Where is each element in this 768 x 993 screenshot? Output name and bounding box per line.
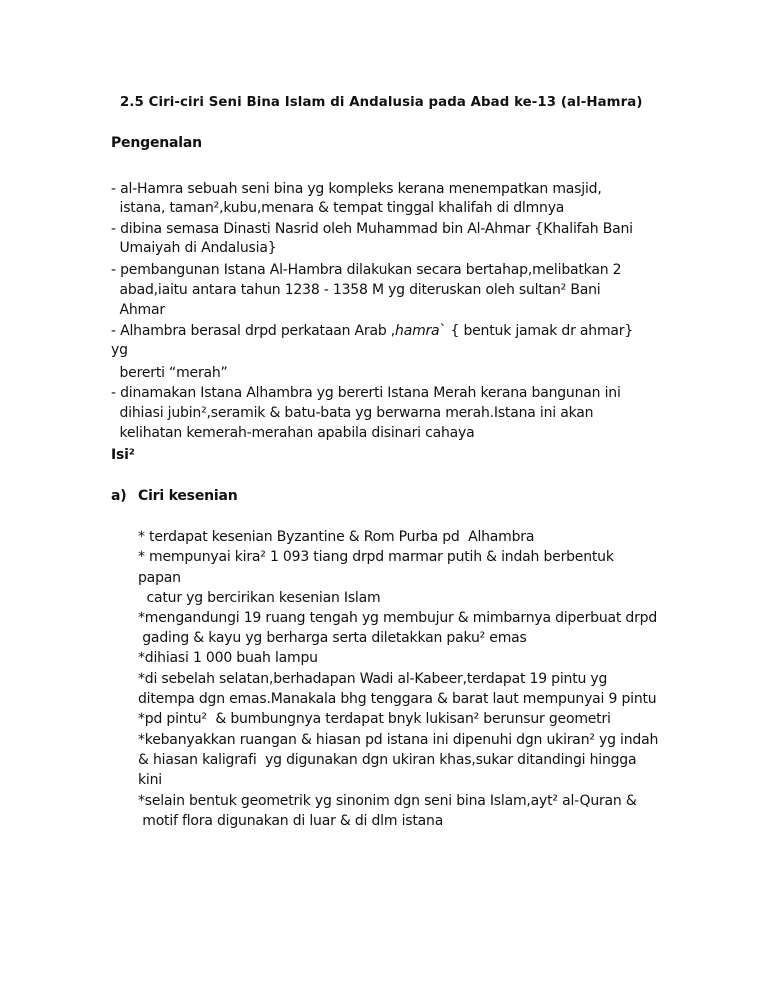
intro-line [111,322,633,340]
intro-text: - Alhambra berasal drpd perkataan Arab , [111,323,396,339]
intro-line: abad,iaitu antara tahun 1238 - 1358 M yg diteruskan oleh sultan² Bani [111,282,601,298]
intro-line: - pembangunan Istana Al-Hambra dilakukan secara bertahap,melibatkan 2 [111,262,622,278]
section-a-line: * mempunyai kira² 1 093 tiang drpd marmar putih & indah berbentuk [138,549,614,565]
intro-line: Ahmar [111,302,165,318]
intro-line: yg [111,342,128,358]
content-heading: Isi² [111,447,135,463]
section-a-line: *pd pintu² & bumbungnya terdapat bnyk lukisan² berunsur geometri [138,711,611,727]
intro-line: bererti “merah” [111,365,228,381]
section-a-line: *di sebelah selatan,berhadapan Wadi al-Kabeer,terdapat 19 pintu yg [138,671,608,687]
section-a-line: * terdapat kesenian Byzantine & Rom Purba pd Alhambra [138,529,535,545]
intro-line: - dinamakan Istana Alhambra yg bererti Istana Merah kerana bangunan ini [111,385,621,401]
intro-line: istana, taman²,kubu,menara & tempat tinggal khalifah di dlmnya [111,200,565,216]
section-a-line: papan [138,570,181,586]
intro-line: Umaiyah di Andalusia} [111,240,277,256]
italic-term: hamra [395,323,440,339]
section-a-line: *mengandungi 19 ruang tengah yg membujur & mimbarnya diperbuat drpd [138,610,658,626]
intro-text: ` { bentuk jamak dr ahmar} [439,323,634,339]
section-a-line: kini [138,772,162,788]
section-a-line: motif flora digunakan di luar & di dlm istana [138,813,444,829]
section-a-line: gading & kayu yg berharga serta diletakkan paku² emas [138,630,527,646]
section-a-heading: Ciri kesenian [138,488,238,504]
intro-line: dihiasi jubin²,seramik & batu-bata yg berwarna merah.Istana ini akan [111,405,594,421]
section-a-label: a) [111,488,127,504]
section-a-line: *dihiasi 1 000 buah lampu [138,650,318,666]
section-a-line: *kebanyakkan ruangan & hiasan pd istana ini dipenuhi dgn ukiran² yg indah [138,732,659,748]
section-a-line: *selain bentuk geometrik yg sinonim dgn seni bina Islam,ayt² al-Quran & [138,793,637,809]
intro-line: - al-Hamra sebuah seni bina yg kompleks kerana menempatkan masjid, [111,181,602,197]
document-title: 2.5 Ciri-ciri Seni Bina Islam di Andalusia pada Abad ke-13 (al-Hamra) [120,95,643,110]
intro-line: - dibina semasa Dinasti Nasrid oleh Muhammad bin Al-Ahmar {Khalifah Bani [111,221,633,237]
section-a-line: & hiasan kaligrafi yg digunakan dgn ukiran khas,sukar ditandingi hingga [138,752,637,768]
intro-heading: Pengenalan [111,135,202,151]
intro-line: kelihatan kemerah-merahan apabila disinari cahaya [111,425,475,441]
section-a-line: catur yg bercirikan kesenian Islam [138,590,381,606]
section-a-line: ditempa dgn emas.Manakala bhg tenggara & barat laut mempunyai 9 pintu [138,691,657,707]
